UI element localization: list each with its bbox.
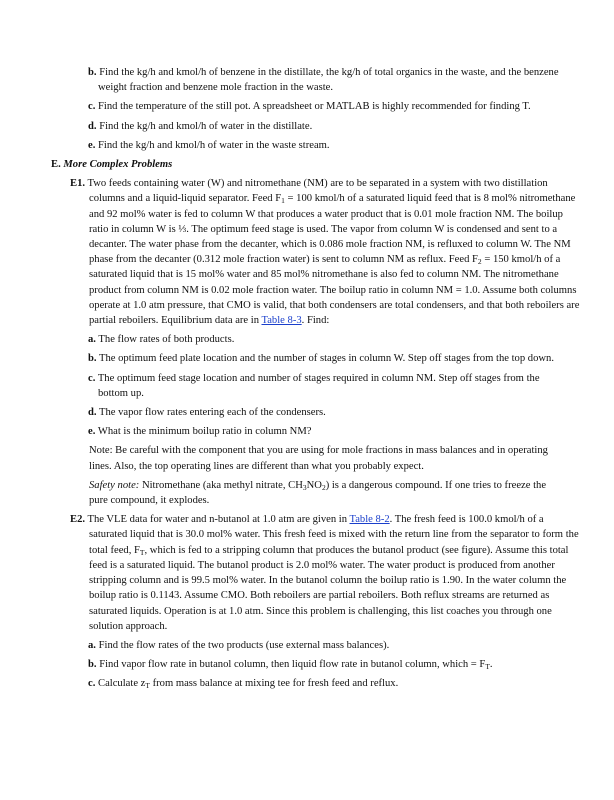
table-8-2-link[interactable]: Table 8-2 — [349, 514, 390, 526]
part-d-item-c: c. Find the temperature of the still pot. A spreadsheet or MATLAB is highly recommended for finding T. — [88, 101, 531, 113]
e1-item-b: b. The optimum feed plate location and the number of stages in column W. Step off stages from the top down. — [88, 353, 554, 365]
problem-e1: E1. Two feeds containing water (W) and nitromethane (NM) are to be separated in a system with two distillation columns and a liquid-liquid separator. Feed $F_1 = 100$ kmol/h of a saturated liquid feed that is 8 mol% nitromethane and 92 mol% water is fed to column W that produces a water product that is 0.01 mole fraction NM. The boilup ratio in column W is ⅓. The optimum feed stage is used. The vapor from column W is condensed and sent to a decanter. The water phase from the decanter, which is 0.086 mole fraction NM, is refluxed to column W. The NM phase from the decanter (0.312 mole fraction water) is sent to column NM as reflux. Feed $F_2 = 150$ kmol/h of a saturated liquid that is 15 mol% water and 85 mol% nitromethane is also fed to column NM. The nitromethane product from column NM is 0.02 mole fraction water. The boilup ratio in column NM = 1.0. Assume both columns operate at 1.0 atm pressure, that CMO is valid, that both condensers are total condensers, and that both reboilers are partial reboilers. Equilibrium data are in Table 8-3. Find: — [70, 178, 580, 327]
e1-item-e: e. What is the minimum boilup ratio in column NM? — [88, 426, 312, 438]
part-d-item-d: d. Find the kg/h and kmol/h of water in the distillate. — [88, 120, 313, 132]
e1-item-a: a. The flow rates of both products. — [88, 334, 235, 346]
problem-e2: E2. The VLE data for water and n-butanol at 1.0 atm are given in Table 8-2. The fresh feed is 100.0 kmol/h of a saturated liquid that is 30.0 mol% water. This fresh feed is mixed with the return line from the separator to form the total feed, $F_T$, which is fed to a stripping column that produces the butanol product (see figure). Assume this total feed is a saturated liquid. The butanol product is 2.0 mol% water. The water product is produced from another stripping column and is 99.5 mol% water. In the butanol column the boilup ratio is 1.90. In the water column the boilup ratio is 0.1143. Assume CMO. Both reboilers are partial reboilers. Both reflux streams are returned as saturated liquids. Operation is at 1.0 atm. Since this problem is challenging, this list coaches you through one solution approach. — [70, 514, 579, 632]
part-d-item-e: e. Find the kg/h and kmol/h of water in the waste stream. — [88, 139, 330, 151]
part-d-item-b: b. Find the kg/h and kmol/h of benzene in the distillate, the kg/h of total organics in the waste, and the benzene weight fraction and benzene mole fraction in the waste. — [88, 67, 559, 94]
e1-safety-note: Safety note: Nitromethane (aka methyl nitrate, $CH_3NO_2$) is a dangerous compound. If one tries to freeze the pure compound, it explodes. — [89, 479, 547, 507]
e1-note: Note: Be careful with the component that you are using for mole fractions in mass balances and in operating lines. Also, the top operating lines are different than what you probably expect. — [89, 445, 548, 472]
e2-item-c: c. Calculate $z_T$ from mass balance at mixing tee for fresh feed and reflux. — [88, 678, 399, 691]
table-8-3-link[interactable]: Table 8-3 — [261, 315, 302, 327]
section-heading-e: E. More Complex Problems — [51, 159, 173, 171]
e2-item-a: a. Find the flow rates of the two products (use external mass balances). — [88, 639, 390, 651]
e1-item-d: d. The vapor flow rates entering each of the condensers. — [88, 407, 326, 419]
e1-item-c: c. The optimum feed stage location and number of stages required in column NM. Step off stages from the bottom up. — [88, 372, 540, 399]
e2-item-b: b. Find vapor flow rate in butanol column, then liquid flow rate in butanol column, which = $F_T$. — [88, 659, 493, 672]
